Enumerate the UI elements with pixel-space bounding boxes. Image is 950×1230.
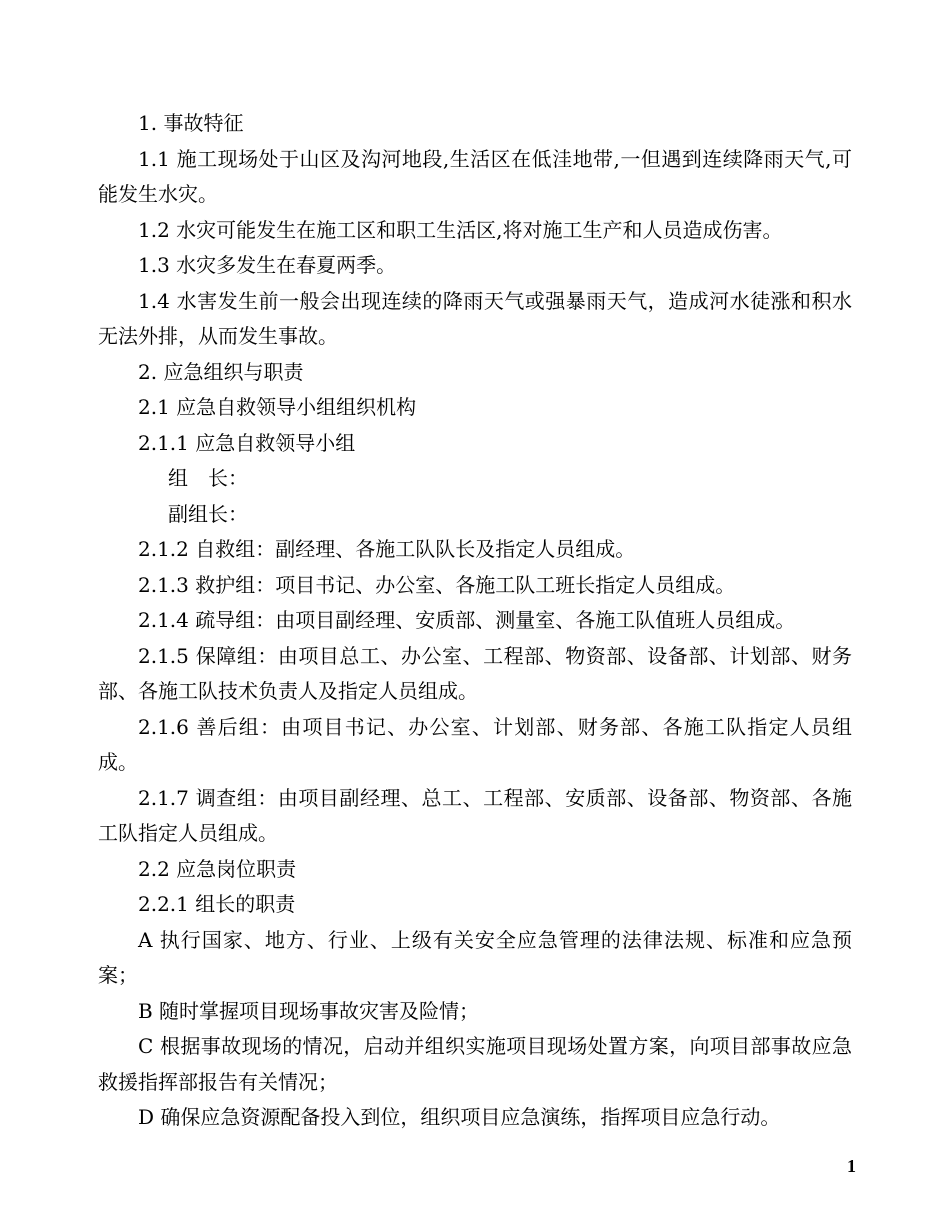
paragraph-20: B 随时掌握项目现场事故灾害及险情；: [138, 998, 480, 1023]
paragraph-19: A 执行国家、地方、行业、上级有关安全应急管理的法律法规、标准和应急预案；: [98, 927, 852, 987]
paragraph-17: 2.2 应急岗位职责: [138, 856, 297, 881]
paragraph-22: D 确保应急资源配备投入到位，组织项目应急演练，指挥项目应急行动。: [138, 1105, 781, 1129]
paragraph-9: 组 长：: [168, 466, 248, 490]
paragraph-6: 2. 应急组织与职责: [138, 359, 304, 384]
paragraph-11: 2.1.2 自救组：副经理、各施工队队长及指定人员组成。: [138, 537, 636, 561]
paragraph-2: 1.1 施工现场处于山区及沟河地段,生活区在低洼地带,一但遇到连续降雨天气,可能发生水灾。: [98, 146, 852, 206]
paragraph-13: 2.1.4 疏导组：由项目副经理、安质部、测量室、各施工队值班人员组成。: [138, 608, 796, 632]
paragraph-16: 2.1.7 调查组：由项目副经理、总工、工程部、安质部、设备部、物资部、各施工队指定人员组成。: [98, 785, 852, 845]
paragraph-7: 2.1 应急自救领导小组组织机构: [138, 395, 417, 419]
paragraph-5: 1.4 水害发生前一般会出现连续的降雨天气或强暴雨天气，造成河水徒涨和积水无法外排，从而发生事故。: [98, 288, 852, 348]
page-number: 1: [847, 1156, 856, 1176]
paragraph-10: 副组长：: [168, 501, 248, 526]
paragraph-4: 1.3 水灾多发生在春夏两季。: [138, 253, 397, 277]
paragraph-15: 2.1.6 善后组：由项目书记、办公室、计划部、财务部、各施工队指定人员组成。: [98, 714, 852, 774]
paragraph-21: C 根据事故现场的情况，启动并组织实施项目现场处置方案，向项目部事故应急救援指挥部报告有关情况；: [98, 1034, 852, 1094]
paragraph-14: 2.1.5 保障组：由项目总工、办公室、工程部、物资部、设备部、计划部、财务部、各施工队技术负责人及指定人员组成。: [98, 643, 852, 703]
document-body: [98, 106, 852, 1136]
paragraph-3: 1.2 水灾可能发生在施工区和职工生活区,将对施工生产和人员造成伤害。: [138, 217, 783, 242]
paragraph-18: 2.2.1 组长的职责: [138, 892, 296, 916]
paragraph-12: 2.1.3 救护组：项目书记、办公室、各施工队工班长指定人员组成。: [138, 572, 736, 597]
paragraph-1: 1. 事故特征: [138, 111, 244, 135]
paragraph-8: 2.1.1 应急自救领导小组: [138, 430, 356, 455]
